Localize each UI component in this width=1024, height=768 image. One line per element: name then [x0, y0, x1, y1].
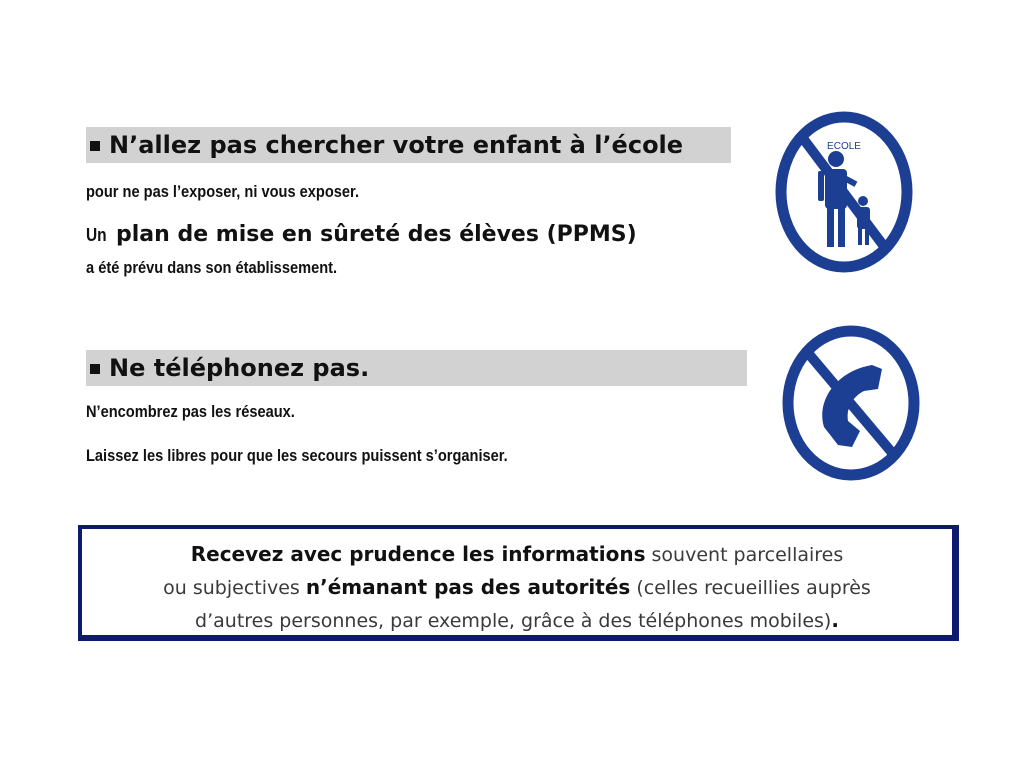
notice-bold1: Recevez avec prudence les informations: [190, 542, 646, 566]
notice-light2: ou subjectives: [163, 577, 306, 599]
section1-plan-prefix: Un: [86, 225, 107, 245]
bullet-icon: [90, 364, 100, 374]
notice-line1: [82, 538, 952, 571]
notice-bold2: n’émanant pas des autorités: [305, 575, 631, 599]
section1-line1: pour ne pas l’exposer, ni vous exposer.: [86, 182, 360, 201]
section2-line1: N’encombrez pas les réseaux.: [86, 402, 295, 421]
notice-light4: d’autres personnes, par exemple, grâce à des téléphones mobiles): [195, 610, 832, 632]
school-sign-label: ECOLE: [827, 141, 861, 152]
notice-light1: souvent parcellaires: [645, 544, 844, 566]
notice-line3: [82, 604, 952, 637]
notice-light3: (celles recueillies auprès: [630, 577, 871, 599]
section1-plan-line: [86, 222, 637, 247]
section1-plan-strong: plan de mise en sûreté des élèves (PPMS): [116, 222, 637, 247]
notice-line2: [82, 571, 952, 604]
section1-line3: a été prévu dans son établissement.: [86, 258, 338, 277]
no-phone-icon: [780, 323, 922, 483]
section2-line2: Laissez les libres pour que les secours puissent s’organiser.: [86, 446, 508, 465]
no-pickup-child-icon: [774, 109, 914, 275]
section2-heading: Ne téléphonez pas.: [109, 354, 370, 382]
bullet-icon: [90, 141, 100, 151]
notice-bold3: .: [831, 608, 839, 632]
section1-heading-bar: [86, 127, 731, 163]
section2-heading-bar: [86, 350, 747, 386]
notice-box: [78, 525, 959, 641]
section1-heading: N’allez pas chercher votre enfant à l’école: [109, 131, 684, 159]
